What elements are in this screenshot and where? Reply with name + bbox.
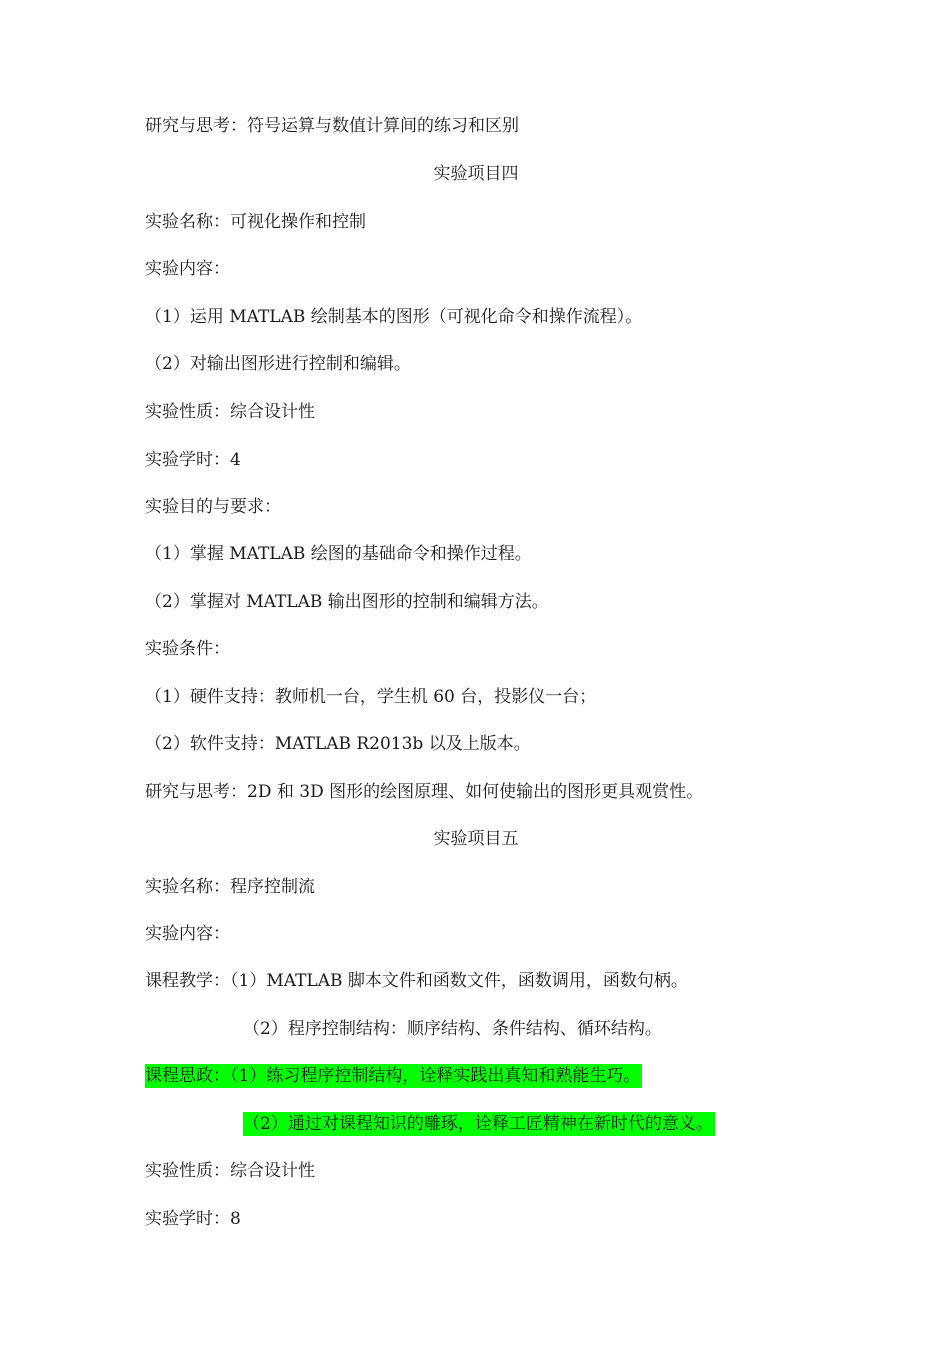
project-4-goal-1: （1）掌握 MATLAB 绘图的基础命令和操作过程。	[145, 544, 532, 564]
course-teaching-item-2: （2）程序控制结构：顺序结构、条件结构、循环结构。	[243, 1019, 662, 1039]
project-4-hours: 实验学时：4	[145, 450, 241, 470]
ideology-item-1	[145, 1064, 642, 1088]
project-4-nature: 实验性质：综合设计性	[145, 402, 315, 422]
project-4-content-item-1: （1）运用 MATLAB 绘制基本的图形（可视化命令和操作流程）。	[145, 307, 643, 327]
project-4-conditions-label: 实验条件：	[145, 639, 230, 659]
project-4-content-label: 实验内容：	[145, 259, 230, 279]
project-5-name: 实验名称：程序控制流	[145, 877, 315, 897]
highlight-ideology-item-2: （2）通过对课程知识的雕琢，诠释工匠精神在新时代的意义。	[243, 1114, 713, 1134]
project-5-content-label: 实验内容：	[145, 924, 230, 944]
ideology-item-2	[243, 1112, 715, 1136]
project-5-hours: 实验学时：8	[145, 1209, 241, 1229]
project-4-goal-2: （2）掌握对 MATLAB 输出图形的控制和编辑方法。	[145, 592, 549, 612]
highlight-ideology-item-1: 课程思政：（1）练习程序控制结构，诠释实践出真知和熟能生巧。	[145, 1066, 641, 1086]
course-teaching-item-1: 课程教学：（1）MATLAB 脚本文件和函数文件，函数调用，函数句柄。	[145, 971, 688, 991]
research-thinking-3: 研究与思考：符号运算与数值计算间的练习和区别	[145, 116, 519, 136]
research-thinking-4: 研究与思考：2D 和 3D 图形的绘图原理、如何使输出的图形更具观赏性。	[145, 782, 704, 802]
project-4-title: 实验项目四	[433, 164, 519, 184]
project-5-title: 实验项目五	[433, 829, 519, 849]
project-4-condition-software: （2）软件支持：MATLAB R2013b 以及上版本。	[145, 734, 531, 754]
project-4-condition-hardware: （1）硬件支持：教师机一台，学生机 60 台，投影仪一台；	[145, 687, 597, 707]
project-5-nature: 实验性质：综合设计性	[145, 1161, 315, 1181]
project-4-name: 实验名称：可视化操作和控制	[145, 212, 366, 232]
project-4-content-item-2: （2）对输出图形进行控制和编辑。	[145, 354, 411, 374]
project-4-goals-label: 实验目的与要求：	[145, 497, 281, 517]
